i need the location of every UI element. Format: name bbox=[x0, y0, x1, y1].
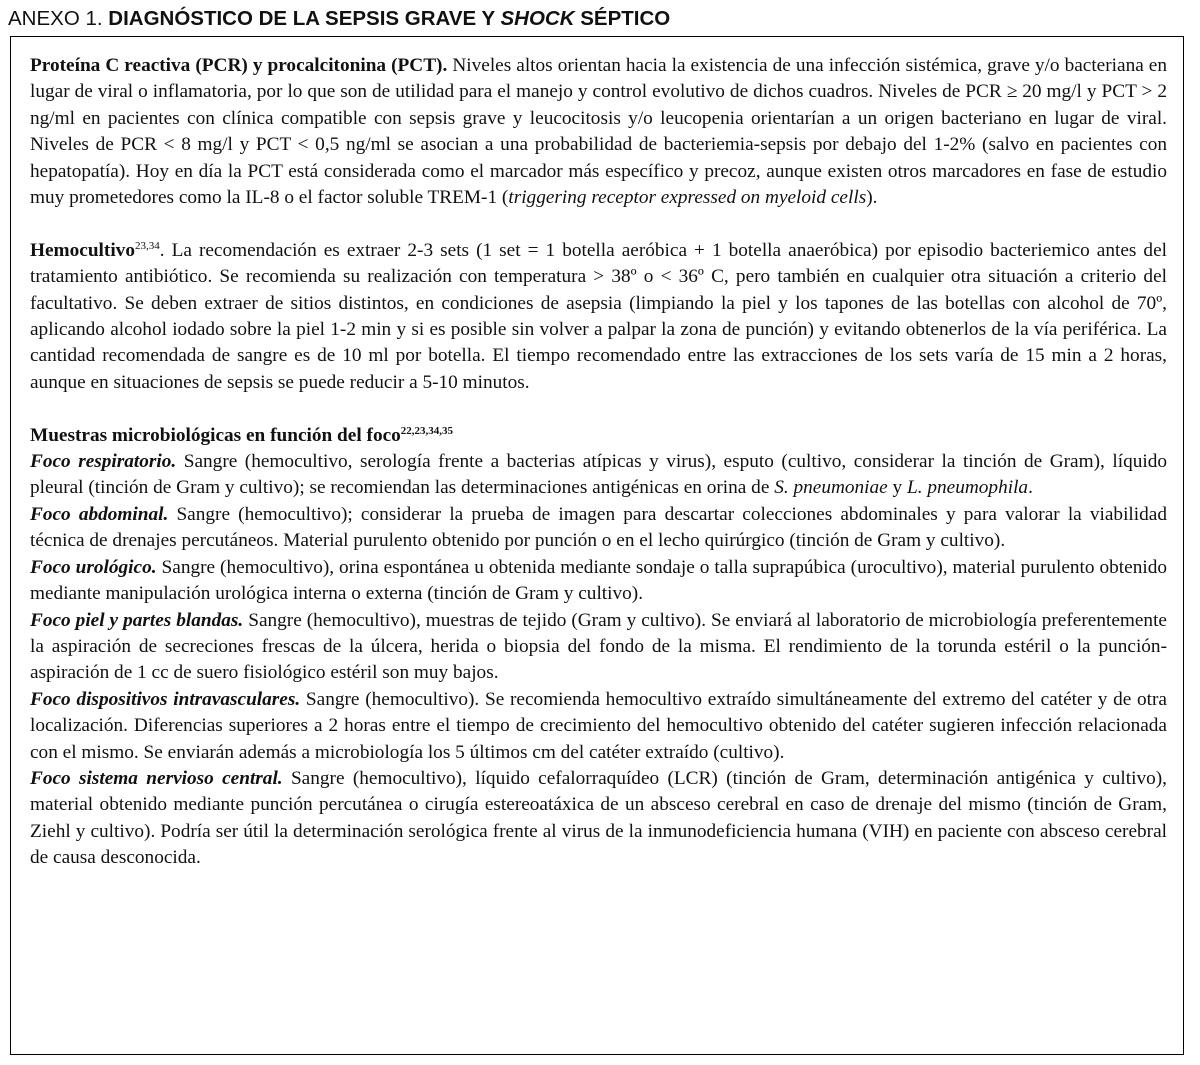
foco-respiratorio: Foco respiratorio. Sangre (hemocultivo, serología frente a bacterias atípicas y virus), esputo (cultivo, considerar la tinción de Gram), líquido pleural (tinción de Gram y cultivo); se recomiendan las determinaciones antigénicas en orina de S. pneumoniae y L. pneumophila. bbox=[30, 451, 1167, 499]
foco-sistema-nervioso-central: Foco sistema nervioso central. Sangre (hemocultivo), líquido cefalorraquídeo (LCR) (tinción de Gram, determinación antigénica y cultivo), material obtenido mediante punción percutánea o cirugía estereoatáxica de un absceso cerebral en caso de drenaje del mismo (tinción de Gram, Ziehl y cultivo). Podría ser útil la determinación serológica frente al virus de la inmunodeficiencia humana (VIH) en paciente con absceso cerebral de causa desconocida. bbox=[30, 767, 1167, 869]
annex-content-box bbox=[10, 36, 1184, 1055]
annex-title: DIAGNÓSTICO DE LA SEPSIS GRAVE Y SHOCK SÉPTICO bbox=[108, 7, 671, 30]
foco-dispositivos-intravasculares: Foco dispositivos intravasculares. Sangre (hemocultivo). Se recomienda hemocultivo extraído simultáneamente del extremo del catéter y de otra localización. Diferencias superiores a 2 horas entre el tiempo de crecimiento del hemocultivo obtenido del catéter sugieren infección relacionada con el mismo. Se enviarán además a microbiología los 5 últimos cm del catéter extraído (cultivo). bbox=[30, 688, 1167, 763]
hemocultivo-refs: 23,34 bbox=[134, 239, 160, 252]
annex-number: ANEXO 1. bbox=[8, 7, 109, 30]
hemocultivo-paragraph: Hemocultivo$^{23,34}$. La recomendación es extraer 2-3 sets (1 set = 1 botella aeróbica + 1 botella anaeróbica) por episodio bacteriemico antes del tratamiento antibiótico. Se recomienda su realización con temperatura > 38º o < 36º C, pero también en cualquier otra situación a criterio del facultativo. Se deben extraer de sitios distintos, en condiciones de asepsia (limpiando la piel y los tapones de las botellas con alcohol de 70º, aplicando alcohol iodado sobre la piel 1-2 min y si es posible sin volver a palpar la zona de punción) y evitando obtenerlos de la vía periférica. La cantidad recomendada de sangre es de 10 ml por botella. El tiempo recomendado entre las extracciones de los sets varía de 15 min a 2 horas, aunque en situaciones de sepsis se puede reducir a 5-10 minutos. bbox=[30, 239, 1167, 393]
page-header bbox=[8, 6, 1192, 32]
foco-urologico: Foco urológico. Sangre (hemocultivo), orina espontánea u obtenida mediante sondaje o talla suprapúbica (urocultivo), material purulento obtenido mediante manipulación urológica interna o externa (tinción de Gram y cultivo). bbox=[30, 556, 1168, 605]
foco-piel-partes-blandas: Foco piel y partes blandas. Sangre (hemocultivo), muestras de tejido (Gram y cultivo). Se enviará al laboratorio de microbiología preferentemente la aspiración de secreciones frescas de la úlcera, herida o biopsia del fondo de la misma. El rendimiento de la torunda estéril o la punción-aspiración de 1 cc de suero fisiológico estéril son muy bajos. bbox=[30, 609, 1167, 684]
pcr-pct-heading: Proteína C reactiva (PCR) y procalcitonina (PCT). bbox=[30, 55, 448, 76]
muestras-refs: 22,23,34,35 bbox=[400, 424, 454, 437]
muestras-heading: Muestras microbiológicas en función del foco$^{22,23,34,35}$ bbox=[30, 424, 454, 446]
foco-abdominal: Foco abdominal. Sangre (hemocultivo); considerar la prueba de imagen para descartar colecciones abdominales y para valorar la viabilidad técnica de drenajes percutáneos. Material purulento obtenido por punción o en el lecho quirúrgico (tinción de Gram y cultivo). bbox=[30, 503, 1167, 552]
pcr-pct-paragraph: Proteína C reactiva (PCR) y procalcitonina (PCT). Niveles altos orientan hacia la existencia de una infección sistémica, grave y/o bacteriana en lugar de viral o inflamatoria, por lo que son de utilidad para el manejo y control evolutivo de dichos cuadros. Niveles de PCR ≥ 20 mg/l y PCT > 2 ng/ml en pacientes con clínica compatible con sepsis grave y leucocitosis y/o leucopenia orientarían a un origen bacteriano en lugar de viral. Niveles de PCR < 8 mg/l y PCT < 0,5 ng/ml se asocian a una probabilidad de bacteriemia-sepsis por debajo del 1-2% (salvo en pacientes con hepatopatía). Hoy en día la PCT está considerada como el marcador más específico y precoz, aunque existen otros marcadores en fase de estudio muy prometedores como la IL-8 o el factor soluble TREM-1 (triggering receptor expressed on myeloid cells). bbox=[30, 55, 1167, 209]
hemocultivo-heading: Hemocultivo bbox=[30, 239, 135, 261]
